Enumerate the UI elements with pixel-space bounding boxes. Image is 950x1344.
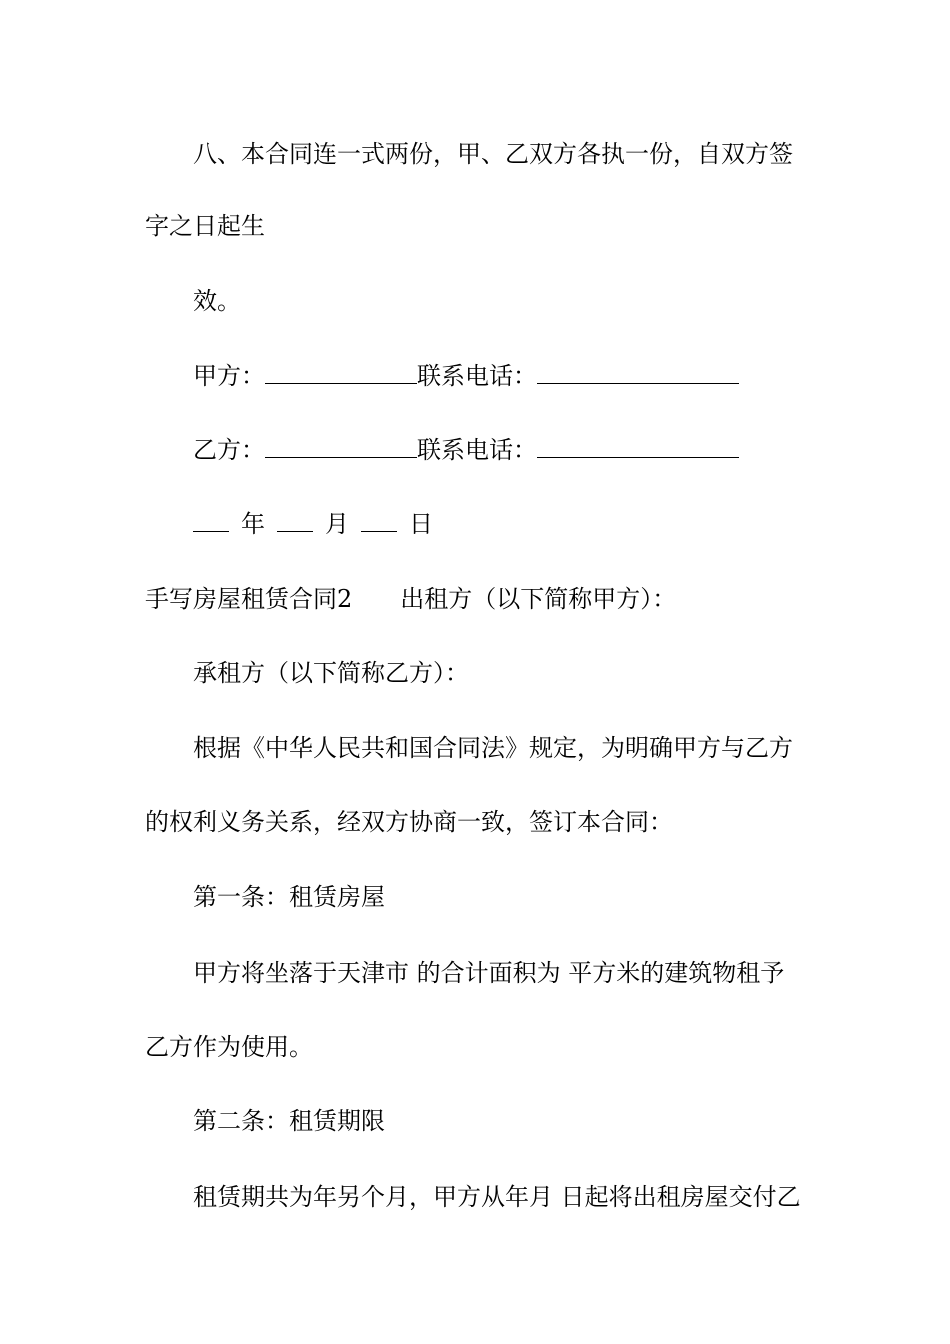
party-a-name-blank bbox=[265, 361, 417, 384]
article1-title: 第一条：租赁房屋 bbox=[193, 883, 385, 911]
party-b-name-blank bbox=[265, 435, 417, 458]
party-a-row bbox=[193, 358, 739, 394]
date-month-label: 月 bbox=[325, 510, 349, 538]
party-a-phone-label: 联系电话： bbox=[417, 362, 537, 390]
title2-row bbox=[145, 581, 676, 617]
date-year-label: 年 bbox=[241, 510, 265, 538]
lessee-line: 承租方（以下简称乙方）： bbox=[193, 659, 469, 687]
date-day-label: 日 bbox=[409, 510, 433, 538]
year-blank bbox=[193, 509, 229, 532]
article1-line1: 甲方将坐落于天津市 的合计面积为 平方米的建筑物租予 bbox=[193, 959, 785, 987]
article1-line2: 乙方作为使用。 bbox=[145, 1033, 313, 1061]
clause8-line2: 字之日起生 bbox=[145, 212, 265, 240]
article2-title: 第二条：租赁期限 bbox=[193, 1107, 385, 1135]
day-blank bbox=[361, 509, 397, 532]
date-row bbox=[193, 506, 433, 542]
party-b-phone-label: 联系电话： bbox=[417, 436, 537, 464]
party-b-label: 乙方： bbox=[193, 436, 265, 464]
party-a-phone-blank bbox=[537, 361, 739, 384]
clause8-line3: 效。 bbox=[193, 287, 241, 315]
party-a-label: 甲方： bbox=[193, 362, 265, 390]
lessor-line: 出租方（以下简称甲方）： bbox=[400, 585, 677, 613]
party-b-phone-blank bbox=[537, 435, 739, 458]
contract2-title: 手写房屋租赁合同2 bbox=[145, 585, 353, 613]
clause8-line1: 八、本合同连一式两份，甲、乙双方各执一份，自双方签 bbox=[193, 140, 793, 168]
article2-line1: 租赁期共为年另个月，甲方从年月 日起将出租房屋交付乙 bbox=[193, 1183, 801, 1211]
basis-line2: 的权利义务关系，经双方协商一致，签订本合同： bbox=[145, 808, 673, 836]
month-blank bbox=[277, 509, 313, 532]
party-b-row bbox=[193, 432, 739, 468]
basis-line1: 根据《中华人民共和国合同法》规定，为明确甲方与乙方 bbox=[193, 734, 793, 762]
